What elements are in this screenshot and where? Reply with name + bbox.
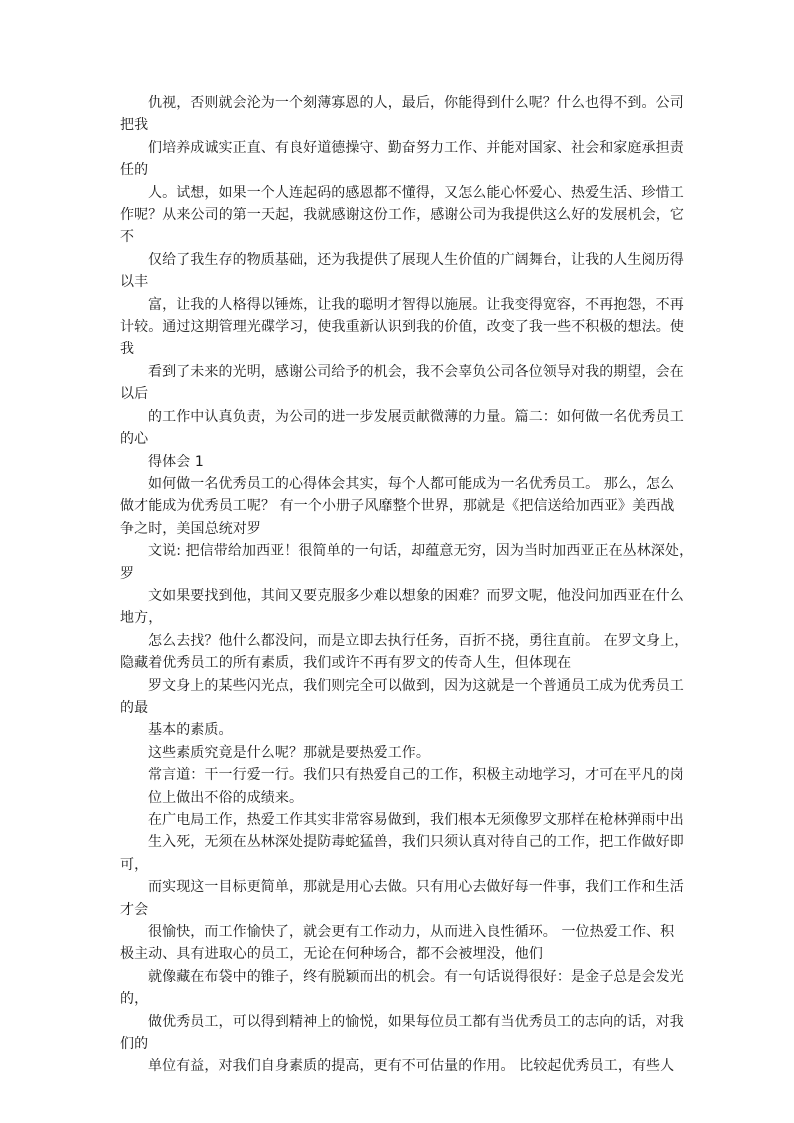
text-line: 生入死，无须在丛林深处提防毒蛇猛兽，我们只须认真对待自己的工作，把工作做好即 [148,834,684,851]
text-line: 可， [120,856,149,873]
text-line: 就像藏在布袋中的锥子，终有脱颖而出的机会。有一句话说得很好：是金子总是会发光 [148,968,684,985]
text-line: 位上做出不俗的成绩来。 [148,789,304,806]
text-line: 罗 [120,565,135,582]
text-line: 很愉快，而工作愉快了，就会更有工作动力，从而进入良性循环。 一位热爱工作、积 [148,924,675,941]
text-line: 做才能成为优秀员工呢？ 有一个小册子风靡整个世界，那就是《把信送给加西亚》美西战 [120,498,675,515]
text-line: 文如果要找到他，其间又要克服多少难以想象的困难？而罗文呢，他没问加西亚在什么 [148,587,684,604]
text-line: 富，让我的人格得以锤炼，让我的聪明才智得以施展。让我变得宽容，不再抱怨，不再 [148,296,684,313]
text-line: 的心 [120,431,149,448]
text-line: 极主动、具有进取心的员工，无论在何种场合，都不会被埋没，他们 [120,946,543,963]
text-line: 常言道：干一行爱一行。我们只有热爱自己的工作，积极主动地学习，才可在平凡的岗 [148,767,684,784]
text-line: 做优秀员工，可以得到精神上的愉悦，如果每位员工都有当优秀员工的志向的话，对我 [148,1013,684,1030]
text-line: 我 [120,341,135,358]
text-line: 隐藏着优秀员工的所有素质，我们或许不再有罗文的传奇人生，但体现在 [120,655,572,672]
text-line: 地方， [120,610,163,627]
text-line: 以后 [120,386,149,403]
text-line: 如何做一名优秀员工的心得体会其实，每个人都可能成为一名优秀员工。 那么，怎么 [148,475,675,492]
text-line: 才会 [120,901,149,918]
text-line: 的最 [120,699,149,716]
text-line: 的工作中认真负责，为公司的进一步发展贡献微薄的力量。篇二：如何做一名优秀员工 [148,408,684,425]
text-line: 仅给了我生存的物质基础，还为我提供了展现人生价值的广阔舞台，让我的人生阅历得 [148,251,684,268]
text-line: 不 [120,229,135,246]
text-line: 作呢？从来公司的第一天起，我就感谢这份工作，感谢公司为我提供这么好的发展机会，它 [120,207,684,224]
text-line: 单位有益，对我们自身素质的提高，更有不可估量的作用。 比较起优秀员工，有些人 [148,1058,675,1075]
text-line: 以丰 [120,274,149,291]
body-text [120,92,694,1078]
text-line: 得体会 1 [148,453,204,470]
text-line: 们培养成诚实正直、有良好道德操守、勤奋努力工作、并能对国家、社会和家庭承担责 [148,139,684,156]
text-line: 这些素质究竟是什么呢？那就是要热爱工作。 [148,744,430,761]
text-line: 罗文身上的某些闪光点，我们则完全可以做到，因为这就是一个普通员工成为优秀员工 [148,677,684,694]
text-line: 基本的素质。 [148,722,233,739]
text-line: 把我 [120,117,149,134]
text-line: 计较。通过这期管理光碟学习，使我重新认识到我的价值，改变了我一些不积极的想法。使 [120,319,684,336]
text-line: 仇视，否则就会沦为一个刻薄寡恩的人，最后，你能得到什么呢？什么也得不到。公司 [148,95,684,111]
text-line: 争之时，美国总统对罗 [120,520,261,537]
text-line: 的， [120,991,149,1008]
text-line: 们的 [120,1036,149,1053]
text-line: 怎么去找？他什么都没问，而是立即去执行任务，百折不挠，勇往直前。 在罗文身上， [148,632,689,649]
text-line: 看到了未来的光明，感谢公司给予的机会，我不会辜负公司各位领导对我的期望，会在 [148,363,684,380]
text-line: 文说: 把信带给加西亚！很简单的一句话，却蕴意无穷，因为当时加西亚正在丛林深处， [148,543,694,560]
text-line: 任的 [120,162,149,179]
text-line: 在广电局工作，热爱工作其实非常容易做到，我们根本无须像罗文那样在枪林弹雨中出 [148,812,684,828]
text-line: 而实现这一目标更简单，那就是用心去做。只有用心去做好每一件事，我们工作和生活 [148,879,684,896]
text-line: 人。试想，如果一个人连起码的感恩都不懂得，又怎么能心怀爱心、热爱生活、珍惜工 [148,184,684,201]
